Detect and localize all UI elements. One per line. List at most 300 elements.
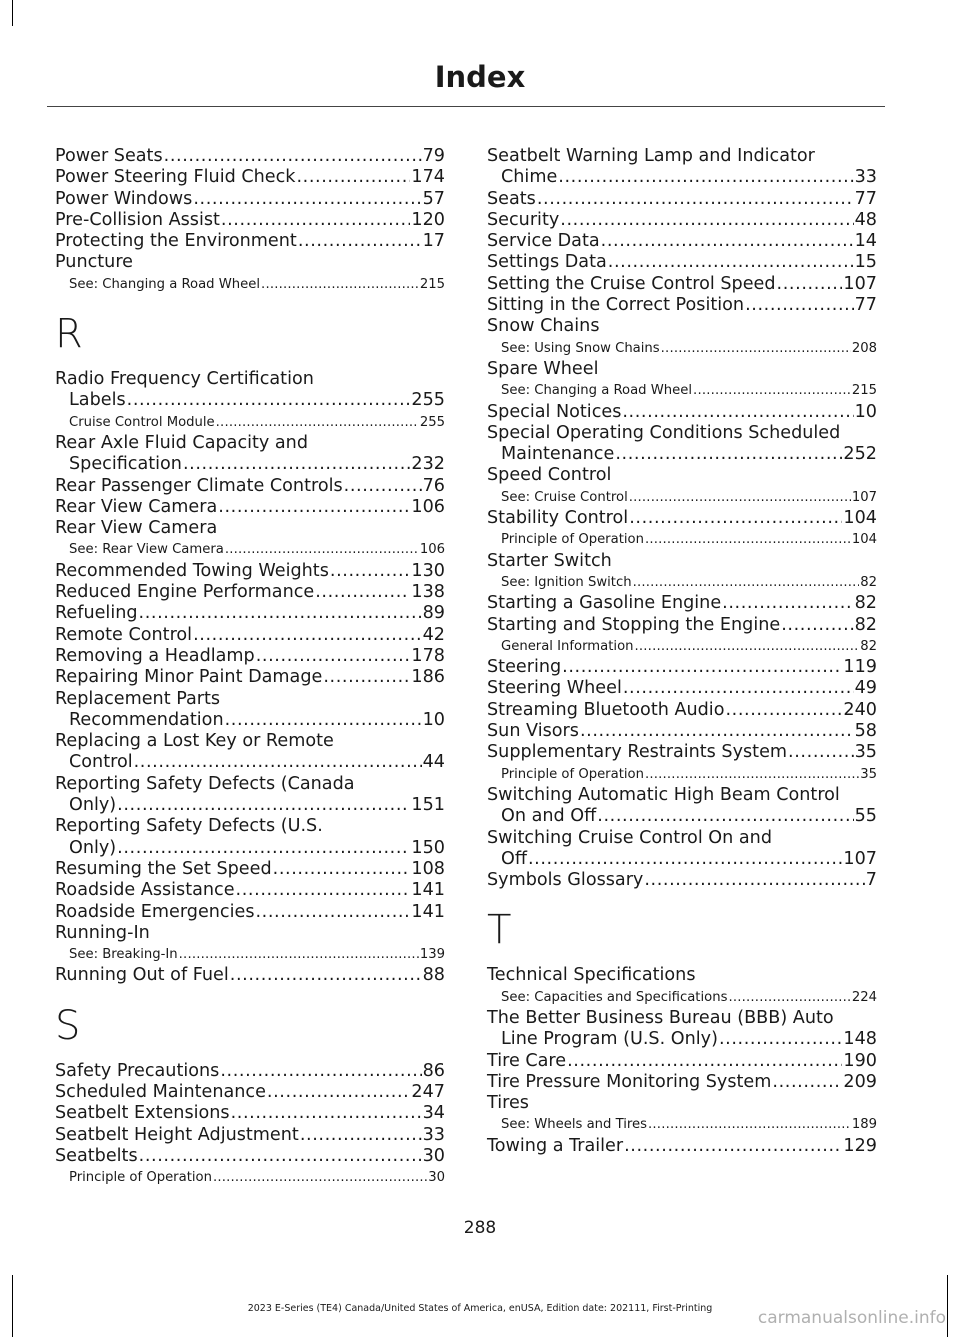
entry-text: Rear View Camera bbox=[55, 496, 218, 517]
entry-page: 77 bbox=[854, 188, 877, 209]
entry-line bbox=[55, 582, 445, 603]
index-entry[interactable] bbox=[487, 593, 877, 614]
entry-line bbox=[487, 657, 877, 678]
subentry-text: See: Using Snow Chains bbox=[501, 340, 660, 356]
leader-dots bbox=[558, 167, 853, 188]
entry-line bbox=[487, 189, 877, 210]
entry-text: Puncture bbox=[55, 252, 133, 273]
leader-dots bbox=[661, 338, 851, 359]
entry-line bbox=[55, 1125, 445, 1146]
leader-dots bbox=[580, 721, 854, 742]
entry-text: Stability Control bbox=[487, 508, 629, 529]
entry-line bbox=[487, 359, 877, 380]
entry-text: Reduced Engine Performance bbox=[55, 582, 315, 603]
index-entry[interactable] bbox=[487, 785, 877, 828]
subentry-text: General Information bbox=[501, 638, 634, 654]
entry-text: Setting the Cruise Control Speed bbox=[487, 273, 776, 294]
entry-line bbox=[55, 774, 445, 795]
index-entry[interactable] bbox=[487, 700, 877, 721]
leader-dots bbox=[139, 1146, 422, 1167]
watermark: carmanualsonline.info bbox=[757, 1308, 946, 1328]
index-entry[interactable] bbox=[487, 508, 877, 529]
index-subentry[interactable] bbox=[487, 987, 877, 1008]
leader-dots bbox=[633, 572, 860, 593]
entry-line bbox=[55, 497, 445, 518]
entry-page: 104 bbox=[843, 508, 877, 529]
footer-edition-info: 2023 E-Series (TE4) Canada/United States of America, enUSA, Edition date: 202111, First-Printing bbox=[247, 1303, 713, 1314]
index-entry[interactable] bbox=[55, 965, 445, 986]
subentry-text: Principle of Operation bbox=[69, 1170, 212, 1186]
index-entry[interactable] bbox=[487, 402, 877, 423]
entry-continuation-text: Chime bbox=[501, 167, 558, 188]
entry-line bbox=[55, 965, 445, 986]
index-entry[interactable] bbox=[55, 518, 445, 539]
entry-text: Pre-Collision Assist bbox=[55, 209, 220, 230]
entry-text: The Better Business Bureau (BBB) Auto bbox=[487, 1007, 834, 1028]
leader-dots bbox=[777, 274, 843, 295]
entry-line bbox=[487, 210, 877, 231]
index-entry[interactable] bbox=[487, 828, 877, 871]
entry-line bbox=[55, 210, 445, 231]
index-entry[interactable] bbox=[487, 1093, 877, 1114]
entry-page: 148 bbox=[843, 1029, 877, 1050]
entry-text: Refueling bbox=[55, 603, 138, 624]
leader-dots bbox=[231, 1103, 422, 1124]
leader-dots bbox=[330, 561, 411, 582]
leader-dots bbox=[117, 795, 410, 816]
index-entry[interactable] bbox=[487, 615, 877, 636]
entry-line bbox=[487, 1008, 877, 1029]
entry-continuation-line bbox=[55, 390, 445, 411]
leader-dots bbox=[693, 380, 851, 401]
leader-dots bbox=[648, 1114, 851, 1135]
index-subentry[interactable] bbox=[487, 380, 877, 401]
index-subentry[interactable] bbox=[55, 412, 445, 433]
page-title: Index bbox=[434, 60, 526, 94]
leader-dots bbox=[296, 167, 410, 188]
entry-page: 58 bbox=[854, 721, 877, 742]
index-entry[interactable] bbox=[487, 1136, 877, 1157]
entry-text: Replacing a Lost Key or Remote bbox=[55, 731, 334, 752]
entry-page: 7 bbox=[865, 870, 877, 891]
entry-page: 35 bbox=[854, 742, 877, 763]
entry-page: 15 bbox=[854, 252, 877, 273]
entry-text: Seatbelt Extensions bbox=[55, 1103, 230, 1124]
index-subentry[interactable] bbox=[487, 529, 877, 550]
index-entry[interactable] bbox=[487, 423, 877, 466]
entry-text: Power Windows bbox=[55, 188, 193, 209]
entry-continuation-line bbox=[55, 795, 445, 816]
entry-text: Special Notices bbox=[487, 401, 622, 422]
index-entry[interactable] bbox=[487, 1072, 877, 1093]
entry-text: Seatbelts bbox=[55, 1145, 138, 1166]
entry-page: 30 bbox=[422, 1145, 445, 1166]
entry-page: 141 bbox=[411, 901, 445, 922]
index-subentry[interactable] bbox=[487, 636, 877, 657]
index-entry[interactable] bbox=[487, 870, 877, 891]
index-entry[interactable] bbox=[55, 231, 445, 252]
entry-page: 33 bbox=[422, 1124, 445, 1145]
entry-line bbox=[487, 700, 877, 721]
entry-continuation-line bbox=[487, 167, 877, 188]
leader-dots bbox=[788, 742, 854, 763]
entry-line bbox=[487, 615, 877, 636]
entry-text: Rear View Camera bbox=[55, 518, 218, 539]
entry-page: 141 bbox=[411, 880, 445, 901]
entry-text: Resuming the Set Speed bbox=[55, 858, 272, 879]
entry-line bbox=[487, 1072, 877, 1093]
index-subentry[interactable] bbox=[487, 1114, 877, 1135]
index-entry[interactable] bbox=[487, 721, 877, 742]
subentry-text: Principle of Operation bbox=[501, 532, 644, 548]
entry-line bbox=[55, 231, 445, 252]
entry-line bbox=[487, 870, 877, 891]
index-entry[interactable] bbox=[487, 1051, 877, 1072]
index-entry[interactable] bbox=[487, 742, 877, 763]
entry-text: Repairing Minor Paint Damage bbox=[55, 667, 323, 688]
index-entry[interactable] bbox=[55, 902, 445, 923]
entry-line bbox=[55, 1103, 445, 1124]
leader-dots bbox=[213, 1167, 427, 1188]
index-entry[interactable] bbox=[55, 146, 445, 167]
subentry-text: See: Breaking-In bbox=[69, 947, 178, 963]
leader-dots bbox=[728, 987, 850, 1008]
entry-text: Supplementary Restraints System bbox=[487, 742, 788, 763]
index-column-left bbox=[55, 146, 445, 1188]
subentry-text: See: Changing a Road Wheel bbox=[501, 383, 693, 399]
subentry-page: 139 bbox=[419, 947, 445, 963]
entry-page: 252 bbox=[843, 444, 877, 465]
leader-dots bbox=[644, 870, 864, 891]
entry-text: Running-In bbox=[55, 922, 150, 943]
leader-dots bbox=[193, 189, 421, 210]
entry-line bbox=[55, 667, 445, 688]
entry-page: 178 bbox=[411, 645, 445, 666]
entry-page: 107 bbox=[843, 273, 877, 294]
entry-line bbox=[487, 1051, 877, 1072]
entry-line bbox=[487, 295, 877, 316]
entry-page: 82 bbox=[854, 593, 877, 614]
entry-line bbox=[487, 721, 877, 742]
leader-dots bbox=[745, 295, 854, 316]
entry-page: 48 bbox=[854, 209, 877, 230]
entry-line bbox=[487, 678, 877, 699]
leader-dots bbox=[719, 1029, 842, 1050]
leader-dots bbox=[225, 710, 422, 731]
index-entry[interactable] bbox=[487, 551, 877, 572]
index-entry[interactable] bbox=[55, 859, 445, 880]
entry-page: 120 bbox=[411, 209, 445, 230]
entry-page: 130 bbox=[411, 560, 445, 581]
index-entry[interactable] bbox=[487, 678, 877, 699]
entry-line bbox=[55, 369, 445, 390]
index-entry[interactable] bbox=[55, 1082, 445, 1103]
leader-dots bbox=[601, 231, 854, 252]
entry-text: Roadside Assistance bbox=[55, 880, 235, 901]
entry-page: 232 bbox=[411, 454, 445, 475]
index-entry[interactable] bbox=[55, 774, 445, 817]
entry-text: Power Seats bbox=[55, 146, 163, 166]
leader-dots bbox=[117, 838, 410, 859]
index-entry[interactable] bbox=[55, 497, 445, 518]
leader-dots bbox=[528, 849, 842, 870]
leader-dots bbox=[218, 497, 410, 518]
index-entry[interactable] bbox=[487, 189, 877, 210]
entry-line bbox=[55, 923, 445, 944]
entry-line bbox=[55, 252, 445, 273]
index-entry[interactable] bbox=[55, 561, 445, 582]
entry-page: 255 bbox=[411, 390, 445, 411]
entry-page: 129 bbox=[843, 1135, 877, 1156]
leader-dots bbox=[127, 390, 411, 411]
index-entry[interactable] bbox=[55, 731, 445, 774]
leader-dots bbox=[183, 454, 410, 475]
leader-dots bbox=[562, 657, 842, 678]
entry-page: 89 bbox=[422, 603, 445, 624]
entry-text: Protecting the Environment bbox=[55, 231, 297, 252]
entry-line bbox=[487, 231, 877, 252]
entry-page: 10 bbox=[854, 401, 877, 422]
entry-line bbox=[55, 625, 445, 646]
entry-page: 88 bbox=[422, 965, 445, 986]
index-entry[interactable] bbox=[55, 667, 445, 688]
index-entry[interactable] bbox=[55, 689, 445, 732]
subentry-text: See: Ignition Switch bbox=[501, 574, 632, 590]
leader-dots bbox=[597, 806, 853, 827]
index-entry[interactable] bbox=[487, 252, 877, 273]
entry-continuation-line bbox=[487, 444, 877, 465]
entry-page: 76 bbox=[422, 475, 445, 496]
entry-text: Seatbelt Height Adjustment bbox=[55, 1124, 299, 1145]
entry-line bbox=[487, 252, 877, 273]
leader-dots bbox=[624, 1136, 842, 1157]
entry-text: Recommended Towing Weights bbox=[55, 560, 329, 581]
entry-continuation-text: Control bbox=[69, 752, 133, 773]
entry-page: 240 bbox=[843, 699, 877, 720]
subentry-text: See: Changing a Road Wheel bbox=[69, 276, 261, 292]
entry-line bbox=[55, 1061, 445, 1082]
entry-line bbox=[487, 1136, 877, 1157]
index-subentry[interactable] bbox=[487, 764, 877, 785]
entry-text: Safety Precautions bbox=[55, 1060, 220, 1081]
index-subentry[interactable] bbox=[487, 487, 877, 508]
entry-text: Replacement Parts bbox=[55, 688, 221, 709]
index-subentry[interactable] bbox=[55, 274, 445, 295]
index-subentry[interactable] bbox=[55, 539, 445, 560]
leader-dots bbox=[298, 231, 422, 252]
entry-page: 33 bbox=[854, 167, 877, 188]
subentry-page: 30 bbox=[428, 1170, 445, 1186]
leader-dots bbox=[772, 1072, 842, 1093]
entry-page: 138 bbox=[411, 582, 445, 603]
index-entry[interactable] bbox=[55, 189, 445, 210]
entry-line bbox=[55, 880, 445, 901]
entry-page: 119 bbox=[843, 657, 877, 678]
header-rule bbox=[47, 106, 885, 107]
leader-dots bbox=[622, 402, 853, 423]
subentry-page: 189 bbox=[851, 1117, 877, 1133]
leader-dots bbox=[344, 476, 422, 497]
leader-dots bbox=[256, 646, 411, 667]
entry-page: 247 bbox=[411, 1081, 445, 1102]
index-entry[interactable] bbox=[55, 582, 445, 603]
entry-text: Starting and Stopping the Engine bbox=[487, 614, 781, 635]
index-subentry[interactable] bbox=[487, 338, 877, 359]
entry-continuation-text: On and Off bbox=[501, 806, 597, 827]
entry-page: 107 bbox=[843, 848, 877, 869]
leader-dots bbox=[629, 487, 851, 508]
entry-line bbox=[487, 465, 877, 486]
leader-dots bbox=[567, 1051, 842, 1072]
index-entry[interactable] bbox=[55, 476, 445, 497]
index-entry[interactable] bbox=[487, 295, 877, 316]
index-subentry[interactable] bbox=[55, 1167, 445, 1188]
entry-text: Tire Care bbox=[487, 1050, 567, 1071]
entry-page: 150 bbox=[411, 837, 445, 858]
index-entry[interactable] bbox=[487, 359, 877, 380]
subentry-page: 35 bbox=[860, 766, 877, 782]
leader-dots bbox=[615, 444, 842, 465]
entry-text: Streaming Bluetooth Audio bbox=[487, 699, 725, 720]
entry-text: Roadside Emergencies bbox=[55, 901, 255, 922]
entry-text: Power Steering Fluid Check bbox=[55, 167, 296, 188]
index-entry[interactable] bbox=[55, 1146, 445, 1167]
index-entry[interactable] bbox=[55, 369, 445, 412]
leader-dots bbox=[220, 1061, 421, 1082]
entry-page: 77 bbox=[854, 295, 877, 316]
index-entry[interactable] bbox=[487, 965, 877, 986]
entry-line bbox=[55, 902, 445, 923]
entry-continuation-line bbox=[55, 710, 445, 731]
entry-line bbox=[55, 189, 445, 210]
index-entry[interactable] bbox=[55, 646, 445, 667]
subentry-page: 255 bbox=[419, 414, 445, 430]
leader-dots bbox=[722, 593, 853, 614]
entry-continuation-text: Only) bbox=[69, 795, 117, 816]
index-entry[interactable] bbox=[55, 625, 445, 646]
entry-continuation-line bbox=[487, 806, 877, 827]
leader-dots bbox=[645, 529, 851, 550]
entry-line bbox=[55, 518, 445, 539]
index-entry[interactable] bbox=[55, 1061, 445, 1082]
index-entry[interactable] bbox=[487, 146, 877, 189]
subentry-page: 107 bbox=[851, 489, 877, 505]
index-entry[interactable] bbox=[487, 210, 877, 231]
leader-dots bbox=[134, 752, 422, 773]
index-entry[interactable] bbox=[487, 465, 877, 486]
subentry-page: 82 bbox=[860, 638, 877, 654]
leader-dots bbox=[261, 274, 419, 295]
entry-text: Towing a Trailer bbox=[487, 1135, 624, 1156]
entry-text: Spare Wheel bbox=[487, 358, 599, 379]
index-entry[interactable] bbox=[55, 167, 445, 188]
entry-line bbox=[55, 603, 445, 624]
subentry-text: See: Rear View Camera bbox=[69, 542, 224, 558]
entry-line bbox=[55, 816, 445, 837]
leader-dots bbox=[635, 636, 860, 657]
index-entry[interactable] bbox=[487, 1008, 877, 1051]
entry-page: 174 bbox=[411, 167, 445, 188]
subentry-text: See: Wheels and Tires bbox=[501, 1117, 648, 1133]
entry-line bbox=[487, 423, 877, 444]
subentry-text: See: Cruise Control bbox=[501, 489, 628, 505]
entry-text: Rear Passenger Climate Controls bbox=[55, 475, 343, 496]
entry-continuation-text: Maintenance bbox=[501, 444, 615, 465]
entry-line bbox=[55, 859, 445, 880]
index-entry[interactable] bbox=[487, 657, 877, 678]
index-entry[interactable] bbox=[55, 433, 445, 476]
entry-continuation-text: Line Program (U.S. Only) bbox=[501, 1029, 718, 1050]
entry-text: Speed Control bbox=[487, 465, 612, 486]
leader-dots bbox=[273, 859, 411, 880]
entry-page: 79 bbox=[422, 146, 445, 166]
entry-line bbox=[487, 785, 877, 806]
leader-dots bbox=[537, 189, 854, 210]
entry-page: 49 bbox=[854, 678, 877, 699]
index-entry[interactable] bbox=[55, 210, 445, 231]
entry-page: 190 bbox=[843, 1050, 877, 1071]
section-letter: R bbox=[55, 311, 83, 358]
index-subentry[interactable] bbox=[55, 944, 445, 965]
index-entry[interactable] bbox=[487, 316, 877, 337]
subentry-page: 208 bbox=[851, 340, 877, 356]
entry-line bbox=[55, 1082, 445, 1103]
entry-line bbox=[55, 167, 445, 188]
entry-text: Special Operating Conditions Scheduled bbox=[487, 422, 841, 443]
entry-text: Steering Wheel bbox=[487, 678, 622, 699]
entry-continuation-text: Specification bbox=[69, 454, 182, 475]
index-entry[interactable] bbox=[55, 923, 445, 944]
entry-line bbox=[487, 1093, 877, 1114]
entry-text: Snow Chains bbox=[487, 316, 600, 337]
leader-dots bbox=[236, 880, 411, 901]
section-letter: T bbox=[487, 907, 512, 954]
entry-text: Reporting Safety Defects (U.S. bbox=[55, 816, 323, 837]
leader-dots bbox=[216, 412, 419, 433]
entry-page: 108 bbox=[411, 858, 445, 879]
leader-dots bbox=[179, 944, 419, 965]
section-letter: S bbox=[55, 1002, 81, 1049]
entry-text: Remote Control bbox=[55, 624, 193, 645]
leader-dots bbox=[139, 603, 422, 624]
index-entry[interactable] bbox=[487, 274, 877, 295]
entry-page: 44 bbox=[422, 752, 445, 773]
entry-text: Technical Specifications bbox=[487, 965, 696, 986]
entry-line bbox=[55, 561, 445, 582]
entry-text: Steering bbox=[487, 657, 562, 678]
entry-page: 10 bbox=[422, 709, 445, 730]
entry-page: 209 bbox=[843, 1071, 877, 1092]
index-entry[interactable] bbox=[55, 880, 445, 901]
index-entry[interactable] bbox=[55, 603, 445, 624]
index-entry[interactable] bbox=[487, 231, 877, 252]
leader-dots bbox=[300, 1125, 422, 1146]
entry-continuation-text: Only) bbox=[69, 837, 117, 858]
entry-text: Security bbox=[487, 209, 560, 230]
index-entry[interactable] bbox=[55, 252, 445, 273]
entry-continuation-text: Off bbox=[501, 848, 527, 869]
leader-dots bbox=[323, 667, 410, 688]
leader-dots bbox=[560, 210, 853, 231]
entry-text: Tires bbox=[487, 1093, 529, 1114]
index-entry[interactable] bbox=[55, 1103, 445, 1124]
index-subentry[interactable] bbox=[487, 572, 877, 593]
index-entry[interactable] bbox=[55, 816, 445, 859]
entry-text: Switching Cruise Control On and bbox=[487, 827, 772, 848]
entry-line bbox=[487, 274, 877, 295]
index-entry[interactable] bbox=[55, 1125, 445, 1146]
leader-dots bbox=[315, 582, 410, 603]
